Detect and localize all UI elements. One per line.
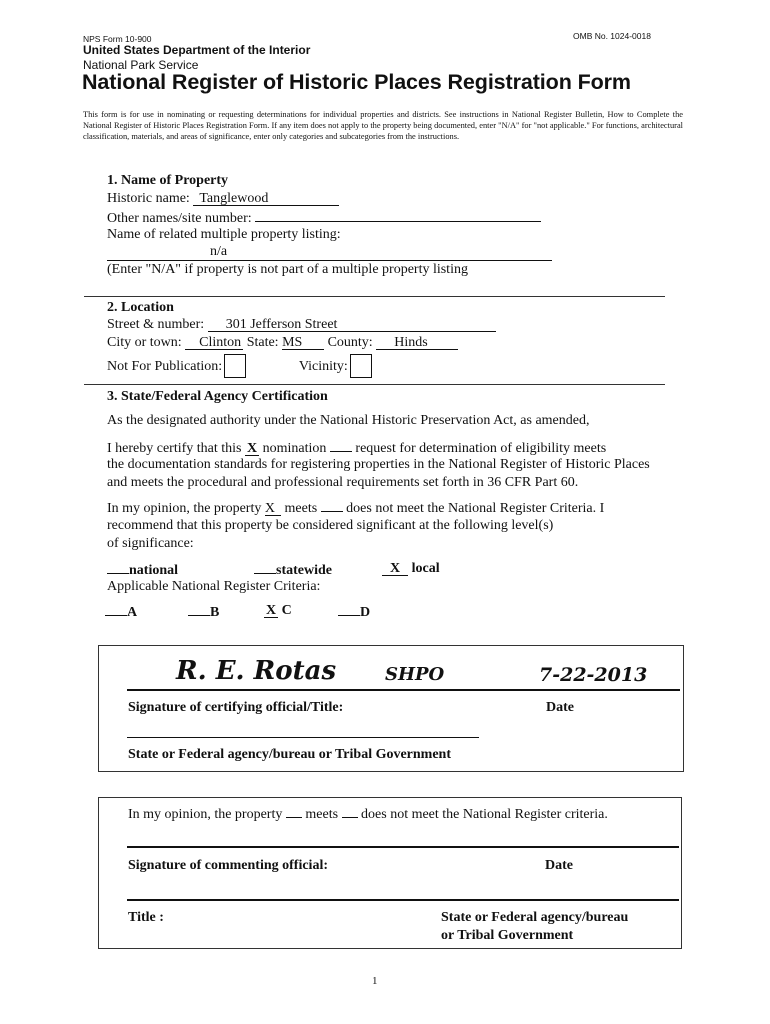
comment-does-not-meet-label: does not meet the National Register criteria. <box>361 807 608 822</box>
commenting-signature-label: Signature of commenting official: <box>128 858 328 873</box>
national-label: national <box>129 563 179 578</box>
other-names-label: Other names/site number: <box>107 211 252 226</box>
criteria-b <box>188 603 219 621</box>
street-row <box>107 317 496 333</box>
county-field[interactable] <box>376 336 458 350</box>
service-name: National Park Service <box>83 58 199 72</box>
comment-title-line[interactable] <box>127 899 679 901</box>
street-value: 301 Jefferson Street <box>225 317 338 332</box>
state-label: State: <box>246 335 279 350</box>
authority-statement: As the designated authority under the National Historic Preservation Act, as amended, <box>107 413 590 428</box>
commenting-date-label: Date <box>545 858 573 873</box>
statewide-mark[interactable] <box>254 561 276 574</box>
nomination-label: nomination <box>262 441 327 456</box>
level-local <box>382 561 440 577</box>
historic-name-value: Tanglewood <box>199 191 269 206</box>
not-for-publication-checkbox[interactable] <box>224 354 246 378</box>
signature-line[interactable] <box>127 689 680 691</box>
city-value: Clinton <box>199 335 242 350</box>
other-names-row <box>107 209 541 227</box>
form-instructions: This form is for use in nominating or requesting determinations for individual properties and districts. See instructions in National Register Bulletin, How to Complete the National Register of Historic Places Registration Form. If any item does not apply to the property being documented, enter "N/A" for "not applicable." For functions, architectural classification, materials, and areas of significance, enter only categories and subcategories from the instructions. <box>83 110 683 141</box>
level-national <box>107 561 178 579</box>
meets-label: meets <box>284 501 318 516</box>
comment-meets-label: meets <box>305 807 339 822</box>
criteria-b-label: B <box>210 605 220 620</box>
certify-statement: the documentation standards for registering properties in the National Register of Historic Places and meets the procedural and professional requirements set forth in 36 CFR Part 60. <box>107 457 650 490</box>
nomination-mark[interactable]: X <box>247 441 258 456</box>
opinion-line <box>107 499 604 517</box>
criteria-c-mark[interactable]: X <box>266 603 277 618</box>
commenting-title-label: Title : <box>128 910 164 925</box>
request-label: request for determination of eligibility meets <box>355 441 607 456</box>
multiple-listing-note: (Enter "N/A" if property is not part of a multiple property listing <box>107 262 468 277</box>
other-names-field[interactable] <box>255 209 541 222</box>
state-value: MS <box>282 335 303 350</box>
city-row <box>107 335 458 351</box>
statewide-label: statewide <box>276 563 332 578</box>
local-label: local <box>411 561 440 576</box>
meets-mark[interactable]: X <box>265 502 281 516</box>
criteria-c <box>264 603 292 619</box>
does-not-meet-label: does not meet the National Register Criteria. I <box>346 501 605 516</box>
criteria-d <box>338 603 370 621</box>
section3-heading: 3. State/Federal Agency Certification <box>107 389 328 404</box>
publication-label: Not For Publication: <box>107 359 223 374</box>
city-label: City or town: <box>107 335 182 350</box>
certify-prefix: I hereby certify that this <box>107 441 242 456</box>
local-mark[interactable]: X <box>382 562 408 576</box>
section-divider <box>84 384 665 385</box>
criteria-label: Applicable National Register Criteria: <box>107 579 321 594</box>
comment-does-not-meet-mark[interactable] <box>342 805 358 818</box>
criteria-a-mark[interactable] <box>105 603 127 616</box>
agency-line[interactable] <box>127 737 479 738</box>
recommendation-statement: recommend that this property be considered significant at the following level(s) of significance: <box>107 518 554 551</box>
certify-line <box>107 439 606 457</box>
certifying-agency-label: State or Federal agency/bureau or Tribal Government <box>128 747 452 762</box>
section2-heading: 2. Location <box>107 300 174 315</box>
section1-heading: 1. Name of Property <box>107 173 229 188</box>
form-title: National Register of Historic Places Registration Form <box>82 70 631 94</box>
section-divider <box>84 296 665 297</box>
page-number: 1 <box>372 975 378 987</box>
county-value: Hinds <box>394 335 428 350</box>
criteria-a-label: A <box>127 605 138 620</box>
request-mark[interactable] <box>330 439 352 452</box>
certifying-signature-label: Signature of certifying official/Title: <box>128 700 344 715</box>
level-statewide <box>254 561 332 579</box>
signature-date: 7-22-2013 <box>539 664 648 686</box>
comment-meets-mark[interactable] <box>286 805 302 818</box>
comment-opinion-line <box>128 805 608 823</box>
does-not-meet-mark[interactable] <box>321 499 343 512</box>
criteria-d-mark[interactable] <box>338 603 360 616</box>
street-label: Street & number: <box>107 317 205 332</box>
multiple-listing-field[interactable] <box>107 245 552 261</box>
certifying-date-label: Date <box>546 700 574 715</box>
form-number: NPS Form 10-900 <box>83 34 152 44</box>
omb-number: OMB No. 1024-0018 <box>573 31 651 41</box>
national-mark[interactable] <box>107 561 129 574</box>
criteria-d-label: D <box>360 605 371 620</box>
city-field[interactable] <box>185 336 243 350</box>
historic-name-field[interactable] <box>193 192 339 206</box>
vicinity-label: Vicinity: <box>298 359 348 374</box>
vicinity-checkbox[interactable] <box>350 354 372 378</box>
county-label: County: <box>327 335 373 350</box>
commenting-agency-label-2: or Tribal Government <box>441 928 574 943</box>
publication-row <box>107 354 372 378</box>
multiple-listing-value: n/a <box>210 244 228 259</box>
official-signature: R. E. Rotas <box>176 656 337 686</box>
commenting-agency-label-1: State or Federal agency/bureau <box>441 910 629 925</box>
opinion-prefix: In my opinion, the property <box>107 501 262 516</box>
multiple-listing-label: Name of related multiple property listing: <box>107 227 341 242</box>
state-field[interactable] <box>282 336 324 350</box>
department-name: United States Department of the Interior <box>83 43 311 57</box>
historic-name-row <box>107 191 339 207</box>
historic-name-label: Historic name: <box>107 191 190 206</box>
comment-opinion-prefix: In my opinion, the property <box>128 807 283 822</box>
criteria-b-mark[interactable] <box>188 603 210 616</box>
criteria-c-label: C <box>281 603 292 618</box>
criteria-a <box>105 603 137 621</box>
official-title: SHPO <box>385 664 445 685</box>
comment-signature-line[interactable] <box>127 846 679 848</box>
street-field[interactable] <box>208 318 496 332</box>
